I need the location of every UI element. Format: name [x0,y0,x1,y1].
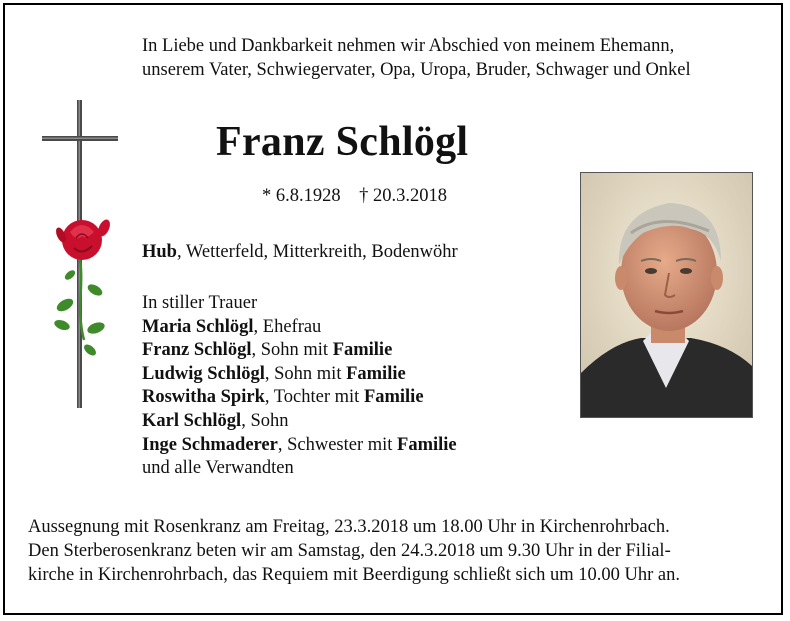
intro-text [142,34,762,82]
mourner-relation: , Sohn mit [264,363,347,384]
mourner-entry [142,363,457,387]
mourner-family: Familie [346,363,406,384]
footer-line: Aussegnung mit Rosenkranz am Freitag, 23.3.2018 um 18.00 Uhr in Kirchenrohrbach. [28,517,670,537]
mourner-entry [142,434,457,458]
mourners-closing: und alle Verwandten [142,458,294,479]
mourner-entry [142,339,457,363]
mourner-name: Ludwig Schlögl [142,363,265,384]
deceased-name: Franz Schlögl [216,119,469,165]
footer-line: Den Sterberosenkranz beten wir am Samstag, den 24.3.2018 um 9.30 Uhr in der Filial- [28,541,671,561]
place-rest: , Wetterfeld, Mitterkreith, Bodenwöhr [176,242,458,262]
place-main: Hub [142,242,177,262]
mourner-family: Familie [397,434,457,455]
mourner-name: Maria Schlögl [142,316,254,337]
life-dates [262,186,447,207]
mourner-relation: , Ehefrau [253,316,322,337]
mourner-family: Familie [363,387,424,408]
mourners-list [142,292,457,481]
mourners-heading: In stiller Trauer [142,293,258,313]
intro-line: In Liebe und Dankbarkeit nehmen wir Abschied von meinem Ehemann, [142,36,675,56]
portrait-image [581,173,753,418]
mourner-entry [142,316,457,340]
cross-with-rose-icon [40,100,120,410]
mourner-entry [142,410,457,434]
mourner-name: Roswitha Spirk [142,387,265,408]
mourner-name: Franz Schlögl [142,340,252,361]
birth-date: * 6.8.1928 [262,186,341,206]
mourner-relation: , Schwester mit [277,434,398,455]
mourner-name: Karl Schlögl [142,410,242,431]
mourner-relation: , Tochter mit [264,387,364,408]
mourner-relation: , Sohn mit [251,340,333,361]
service-details [28,515,768,587]
death-date: † 20.3.2018 [359,186,447,206]
mourner-relation: , Sohn [241,410,289,431]
mourner-entry [142,386,457,410]
places-line [142,242,458,263]
mourner-name: Inge Schmaderer [142,434,278,455]
portrait-photo [580,172,753,418]
intro-line: unserem Vater, Schwiegervater, Opa, Uropa, Bruder, Schwager und Onkel [142,60,691,80]
mourner-family: Familie [332,340,393,361]
footer-line: kirche in Kirchenrohrbach, das Requiem mit Beerdigung schließt sich um 10.00 Uhr an. [28,565,680,585]
